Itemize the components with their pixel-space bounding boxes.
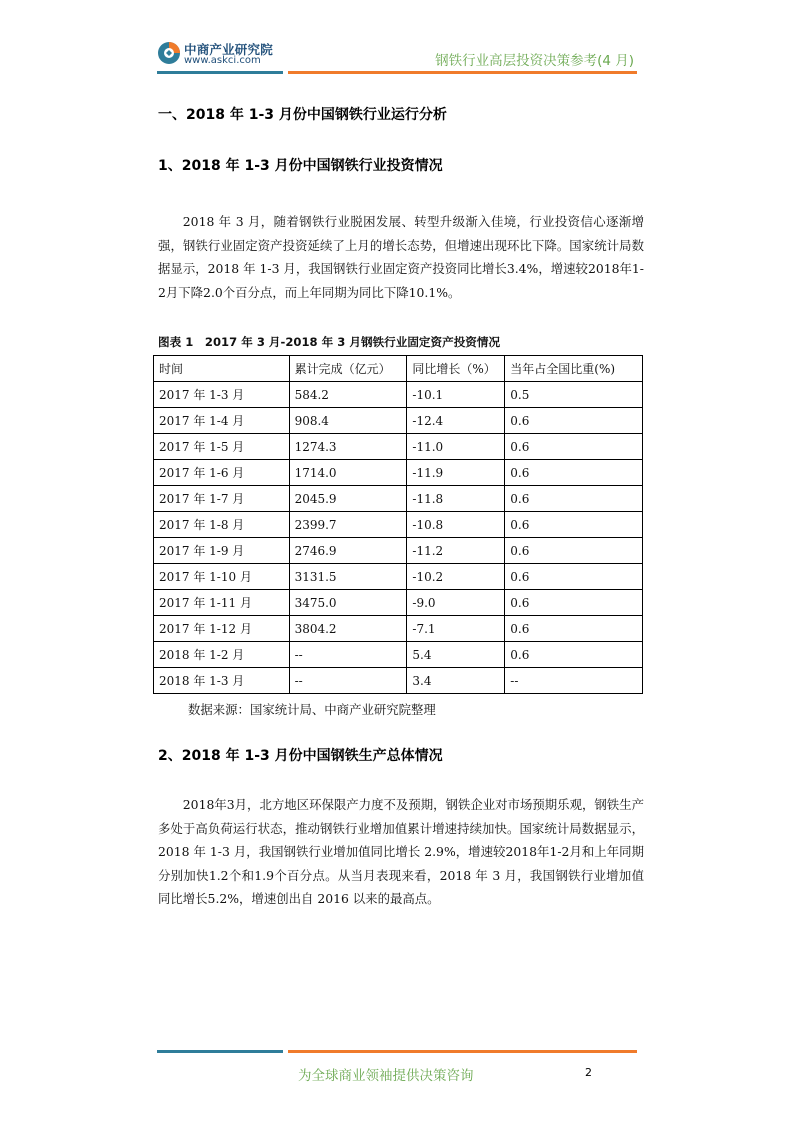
page-number: 2	[585, 1066, 592, 1079]
table-cell: -10.2	[407, 564, 505, 590]
header-title: 钢铁行业高层投资决策参考(4 月)	[435, 53, 634, 69]
table-cell: 1714.0	[289, 460, 407, 486]
table-row	[154, 408, 643, 434]
table-row	[154, 460, 643, 486]
table-row	[154, 382, 643, 408]
table-row	[154, 642, 643, 668]
section-heading: 一、2018 年 1-3 月份中国钢铁行业运行分析	[158, 107, 447, 123]
footer-rule-orange	[288, 1050, 637, 1053]
subsection-1-heading: 1、2018 年 1-3 月份中国钢铁行业投资情况	[158, 158, 443, 174]
table-row	[154, 564, 643, 590]
table-cell: -10.8	[407, 512, 505, 538]
table-cell: -11.9	[407, 460, 505, 486]
logo-url: www.askci.com	[184, 55, 261, 66]
table-header-cell: 同比增长（%）	[407, 356, 505, 382]
table-cell: 2017 年 1-7 月	[154, 486, 290, 512]
table-source-note: 数据来源：国家统计局、中商产业研究院整理	[188, 702, 436, 717]
table-cell: 584.2	[289, 382, 407, 408]
table-cell: 0.6	[505, 486, 643, 512]
table-cell: 2017 年 1-12 月	[154, 616, 290, 642]
table-row	[154, 538, 643, 564]
table-cell: 0.6	[505, 642, 643, 668]
table-cell: -12.4	[407, 408, 505, 434]
table-row	[154, 668, 643, 694]
table-cell: 908.4	[289, 408, 407, 434]
table-cell: 3131.5	[289, 564, 407, 590]
table-cell: 2017 年 1-8 月	[154, 512, 290, 538]
table-row	[154, 486, 643, 512]
table-cell: 2017 年 1-11 月	[154, 590, 290, 616]
table-cell: 0.6	[505, 538, 643, 564]
logo-globe-icon	[157, 41, 181, 65]
table-row	[154, 434, 643, 460]
table-cell: -7.1	[407, 616, 505, 642]
subsection-1-paragraph: 2018 年 3 月，随着钢铁行业脱困发展、转型升级渐入佳境，行业投资信心逐渐增强，钢铁行业固定资产投资延续了上月的增长态势，但增速出现环比下降。国家统计局数据显示，2018 年 1-3 月，我国钢铁行业固定资产投资同比增长3.4%，增速较2018年1-2月下降2.0个百分点，而上年同期为同比下降10.1%。	[158, 214, 644, 300]
table-header-cell: 累计完成（亿元）	[289, 356, 407, 382]
logo-name: 中商产业研究院	[184, 42, 273, 57]
table-caption: 图表 1 2017 年 3 月-2018 年 3 月钢铁行业固定资产投资情况	[158, 335, 501, 349]
table-cell: 2017 年 1-5 月	[154, 434, 290, 460]
table-cell: 0.6	[505, 564, 643, 590]
subsection-2-heading: 2、2018 年 1-3 月份中国钢铁生产总体情况	[158, 748, 443, 764]
table-row	[154, 512, 643, 538]
table-row	[154, 590, 643, 616]
table-cell: 2018 年 1-3 月	[154, 668, 290, 694]
table-cell: 3804.2	[289, 616, 407, 642]
table-cell: 0.6	[505, 590, 643, 616]
table-cell: 3475.0	[289, 590, 407, 616]
table-cell: 0.5	[505, 382, 643, 408]
table-cell: 2746.9	[289, 538, 407, 564]
subsection-2-paragraph: 2018年3月，北方地区环保限产力度不及预期，钢铁企业对市场预期乐观，钢铁生产多处于高负荷运行状态，推动钢铁行业增加值累计增速持续加快。国家统计局数据显示，2018 年 1-3 月，我国钢铁行业增加值同比增长 2.9%，增速较2018年1-2月和上年同期分别加快1.2个和1.9个百分点。从当月表现来看，2018 年 3 月，我国钢铁行业增加值同比增长5.2%，增速创出自 2016 以来的最高点。	[158, 797, 644, 906]
table-cell: 5.4	[407, 642, 505, 668]
company-logo	[157, 39, 297, 71]
table-cell: 2399.7	[289, 512, 407, 538]
table-cell: 2045.9	[289, 486, 407, 512]
table-cell: 0.6	[505, 408, 643, 434]
header-rule-blue	[157, 71, 283, 74]
table-cell: 3.4	[407, 668, 505, 694]
table-header-cell: 时间	[154, 356, 290, 382]
table-cell: 0.6	[505, 616, 643, 642]
table-cell: 2017 年 1-4 月	[154, 408, 290, 434]
table-cell: -11.2	[407, 538, 505, 564]
table-cell: 0.6	[505, 512, 643, 538]
table-cell: 2017 年 1-9 月	[154, 538, 290, 564]
table-cell: --	[289, 642, 407, 668]
table-row	[154, 616, 643, 642]
table-cell: 2017 年 1-3 月	[154, 382, 290, 408]
table-cell: --	[289, 668, 407, 694]
table-cell: -9.0	[407, 590, 505, 616]
table-cell: 0.6	[505, 460, 643, 486]
table-cell: -10.1	[407, 382, 505, 408]
table-cell: -11.8	[407, 486, 505, 512]
table-cell: 2018 年 1-2 月	[154, 642, 290, 668]
table-cell: 1274.3	[289, 434, 407, 460]
investment-table	[153, 355, 643, 694]
footer-rule-blue	[157, 1050, 283, 1053]
table-cell: 2017 年 1-10 月	[154, 564, 290, 590]
table-cell: 2017 年 1-6 月	[154, 460, 290, 486]
table-header-row	[154, 356, 643, 382]
footer-slogan: 为全球商业领袖提供决策咨询	[298, 1068, 474, 1084]
table-cell: -11.0	[407, 434, 505, 460]
table-header-cell: 当年占全国比重(%)	[505, 356, 643, 382]
table-cell: 0.6	[505, 434, 643, 460]
table-cell: --	[505, 668, 643, 694]
header-rule-orange	[288, 71, 637, 74]
